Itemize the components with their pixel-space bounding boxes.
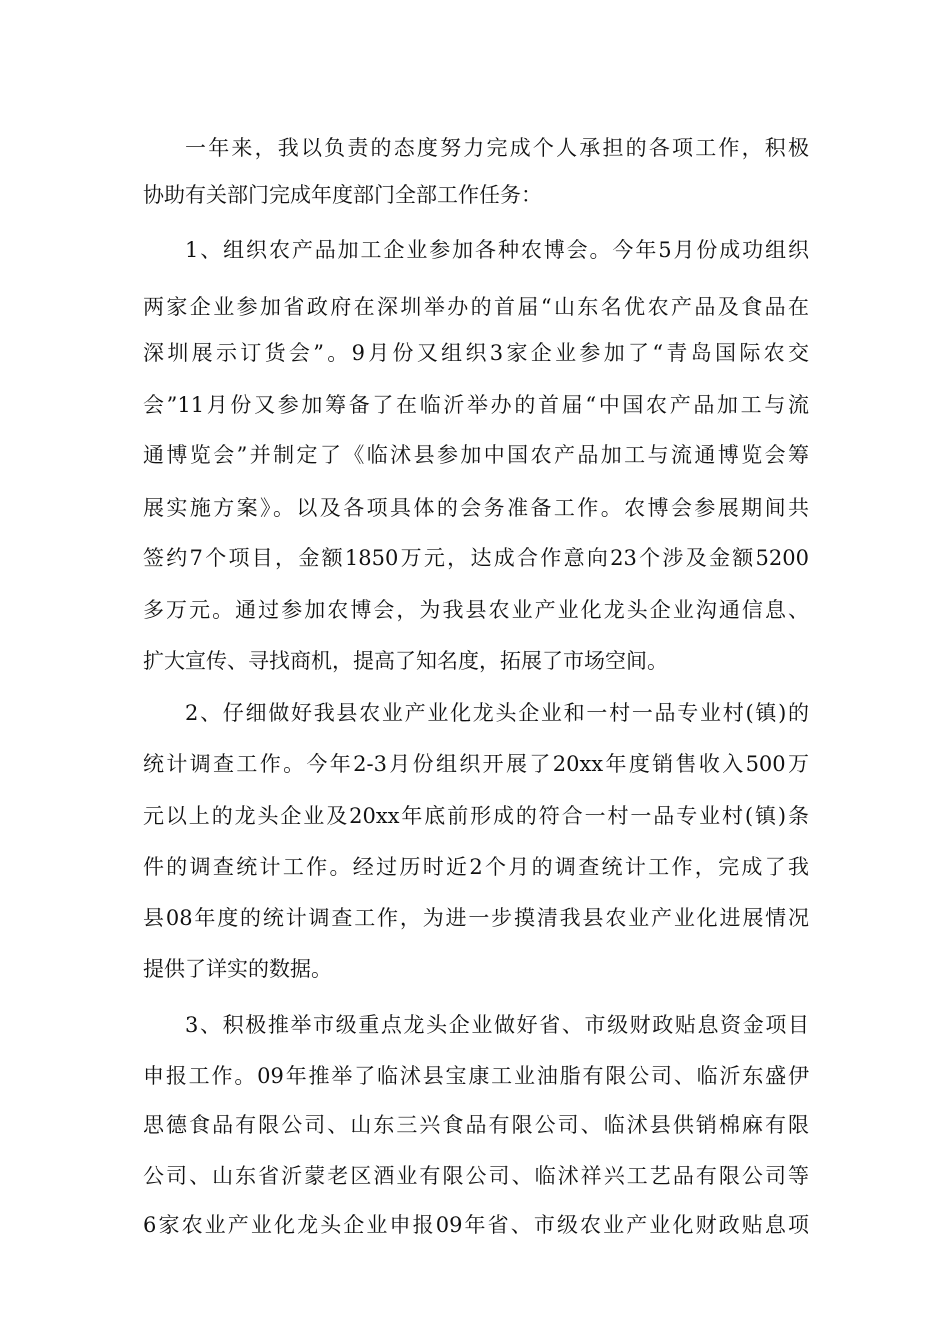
text-line: 协助有关部门完成年度部门全部工作任务： xyxy=(143,183,542,207)
text-line: 一年来，我以负责的态度努力完成个人承担的各项工作，积极 xyxy=(185,136,809,160)
text-line: 展实施方案》。以及各项具体的会务准备工作。农博会参展期间共 xyxy=(143,496,809,520)
text-line: 公司、山东省沂蒙老区酒业有限公司、临沭祥兴工艺品有限公司等 xyxy=(143,1164,809,1188)
text-line: 1、组织农产品加工企业参加各种农博会。今年5月份成功组织 xyxy=(185,238,809,262)
text-line: 签约7个项目，金额1850万元，达成合作意向23个涉及金额5200 xyxy=(143,546,809,570)
text-line: 思德食品有限公司、山东三兴食品有限公司、临沭县供销棉麻有限 xyxy=(143,1113,809,1137)
text-line: 县08年度的统计调查工作，为进一步摸清我县农业产业化进展情况 xyxy=(143,906,809,930)
text-line: 统计调查工作。今年2-3月份组织开展了20xx年度销售收入500万 xyxy=(143,752,809,776)
text-line: 元以上的龙头企业及20xx年底前形成的符合一村一品专业村(镇)条 xyxy=(143,804,809,828)
text-line: 6家农业产业化龙头企业申报09年省、市级农业产业化财政贴息项 xyxy=(143,1213,809,1237)
text-line: 两家企业参加省政府在深圳举办的首届“山东名优农产品及食品在 xyxy=(143,295,809,319)
text-line: 扩大宣传、寻找商机，提高了知名度，拓展了市场空间。 xyxy=(143,649,668,673)
text-line: 件的调查统计工作。经过历时近2个月的调查统计工作，完成了我 xyxy=(143,855,809,879)
text-line: 多万元。通过参加农博会，为我县农业产业化龙头企业沟通信息、 xyxy=(143,598,809,622)
text-line: 2、仔细做好我县农业产业化龙头企业和一村一品专业村(镇)的 xyxy=(185,701,809,725)
text-line: 3、积极推举市级重点龙头企业做好省、市级财政贴息资金项目 xyxy=(185,1013,809,1037)
text-line: 提供了详实的数据。 xyxy=(143,957,332,981)
text-line: 申报工作。09年推举了临沭县宝康工业油脂有限公司、临沂东盛伊 xyxy=(143,1064,809,1088)
text-line: 深圳展示订货会”。9月份又组织3家企业参加了“青岛国际农交 xyxy=(143,341,809,365)
text-line: 通博览会”并制定了《临沭县参加中国农产品加工与流通博览会筹 xyxy=(143,443,809,467)
text-line: 会”11月份又参加筹备了在临沂举办的首届“中国农产品加工与流 xyxy=(143,393,809,417)
